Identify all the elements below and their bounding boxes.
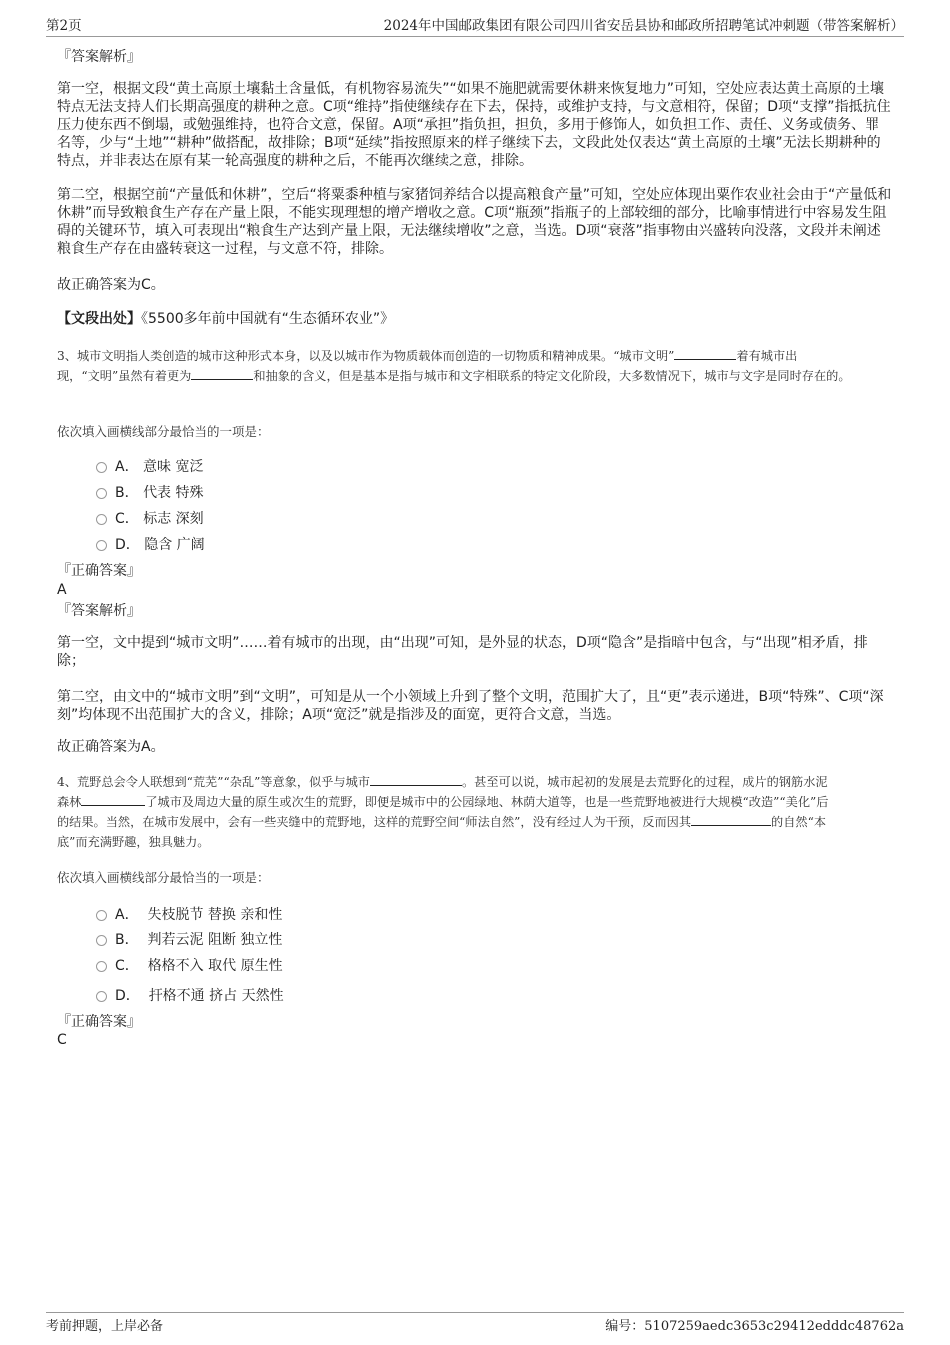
radio-icon[interactable] bbox=[96, 488, 107, 499]
q3-option-a[interactable]: A． 意味 宽泛 bbox=[96, 456, 203, 476]
question-4-text: 4、荒野总会令人联想到“荒芜”“杂乱”等意象，似乎与城市 。甚至可以说，城市起初的发展是去荒野化的过程，成片的钢筋水泥 森林 了城市及周边大量的原生或次生的荒野，即便是城市中的公园绿地、林荫大道等，也是一些荒野地被进行大规模“改造”“美化”后 的结果。当然，在城市发展中，会有一些夹缝中的荒野地，这样的荒野空间“师法自然”，没有经过人为干预，反而因其 的自然“本 底”而充满野趣，独具魅力。 bbox=[57, 775, 829, 849]
radio-icon[interactable] bbox=[96, 935, 107, 946]
q3-option-b[interactable]: B． 代表 特殊 bbox=[96, 482, 204, 502]
source-line bbox=[57, 310, 893, 328]
radio-icon[interactable] bbox=[96, 961, 107, 972]
conclusion: 故正确答案为C。 bbox=[57, 277, 165, 293]
analysis-label: 『答案解析』 bbox=[57, 603, 141, 619]
blank-2 bbox=[81, 793, 145, 806]
analysis-paragraph-2: 第二空，根据空前“产量低和休耕”，空后“将粟黍种植与家猪饲养结合以提高粮食产量”可知，空处应体现出粟作农业社会由于“产量低和休耕”而导致粮食生产存在产量上限，不能实现理想的增产增收之意。C项“瓶颈”指瓶子的上部较细的部分，比喻事情进行中容易发生阻碍的关键环节，填入可表现出“粮食生产达到产量上限，无法继续增收”之意，当选。D项“衰落”指事物由兴盛转向没落，文段并未阐述粮食生产存在由盛转衰这一过程，与文意不符，排除。 bbox=[57, 187, 892, 257]
question-3-text: 3、城市文明指人类创造的城市这种形式本身，以及以城市作为物质载体而创造的一切物质和精神成果。“城市文明” 着有城市出 现，“文明”虽然有着更为 和抽象的含义，但是基本是指与城市和文字相联系的特定文化阶段，大多数情况下，城市与文字是同时存在的。 bbox=[57, 349, 851, 383]
question-4-prompt: 依次填入画横线部分最恰当的一项是： bbox=[57, 870, 270, 885]
question-3-prompt: 依次填入画横线部分最恰当的一项是： bbox=[57, 424, 270, 439]
analysis-paragraph-1: 第一空，根据文段“黄土高原土壤黏土含量低，有机物容易流失”“如果不施肥就需要休耕来恢复地力”可知，空处应表达黄土高原的土壤特点无法支持人们长期高强度的耕种之意。C项“维持”指使继续存在下去，保持，或维护支持，与文意相符，保留；D项“支撑”指抵抗住压力使东西不倒塌，或勉强维持，也符合文意，保留。A项“承担”指负担，担负，多用于修饰人，如负担工作、责任、义务或债务、罪名等，少与“土地”“耕种”做搭配，故排除；B项“延续”指按照原来的样子继续下去，文段此处仅表达“黄土高原的土壤”无法长期耕种的特点，并非表达在原有某一轮高强度的耕种之后，不能再次继续之意，排除。 bbox=[57, 81, 891, 169]
page-header bbox=[46, 14, 904, 37]
radio-icon[interactable] bbox=[96, 514, 107, 525]
source-text: 《5500多年前中国就有“生态循环农业”》 bbox=[141, 311, 395, 327]
footer-slogan: 考前押题，上岸必备 bbox=[46, 1319, 164, 1334]
q4-option-b[interactable]: B． 判若云泥 阻断 独立性 bbox=[96, 929, 282, 949]
radio-icon[interactable] bbox=[96, 462, 107, 473]
analysis-label: 『答案解析』 bbox=[57, 49, 141, 65]
source-label: 【文段出处】 bbox=[57, 311, 141, 327]
q3-conclusion: 故正确答案为A。 bbox=[57, 739, 165, 755]
radio-icon[interactable] bbox=[96, 540, 107, 551]
q4-option-a[interactable]: A． 失枝脱节 替换 亲和性 bbox=[96, 904, 282, 924]
blank-2 bbox=[191, 367, 253, 380]
q3-option-c[interactable]: C． 标志 深刻 bbox=[96, 508, 204, 528]
correct-answer-label: 『正确答案』 bbox=[57, 563, 141, 579]
q3-analysis-1: 第一空，文中提到“城市文明”……着有城市的出现，由“出现”可知，是外显的状态，D项“隐含”是指暗中包含，与“出现”相矛盾，排除； bbox=[57, 635, 868, 669]
page-number: 第2页 bbox=[46, 18, 82, 34]
radio-icon[interactable] bbox=[96, 991, 107, 1002]
blank-3 bbox=[691, 813, 771, 826]
page-footer bbox=[46, 1312, 904, 1334]
blank-1 bbox=[674, 347, 736, 360]
correct-answer: A bbox=[57, 582, 67, 598]
q3-analysis-2: 第二空，由文中的“城市文明”到“文明”，可知是从一个小领域上升到了整个文明，范围扩大了，且“更”表示递进，B项“特殊”、C项“深刻”均体现不出范围扩大的含义，排除；A项“宽泛”就是指涉及的面宽，更符合文意，当选。 bbox=[57, 689, 884, 723]
blank-1 bbox=[370, 773, 462, 786]
radio-icon[interactable] bbox=[96, 910, 107, 921]
correct-answer-label: 『正确答案』 bbox=[57, 1014, 141, 1030]
document-id: 编号：5107259aedc3653c29412edddc48762a bbox=[605, 1319, 904, 1334]
document-title: 2024年中国邮政集团有限公司四川省安岳县协和邮政所招聘笔试冲刺题（带答案解析） bbox=[383, 18, 904, 34]
q4-option-d[interactable]: D． 扞格不通 挤占 天然性 bbox=[96, 985, 284, 1005]
q4-option-c[interactable]: C． 格格不入 取代 原生性 bbox=[96, 955, 283, 975]
q3-option-d[interactable]: D． 隐含 广阔 bbox=[96, 534, 205, 554]
correct-answer: C bbox=[57, 1032, 67, 1048]
